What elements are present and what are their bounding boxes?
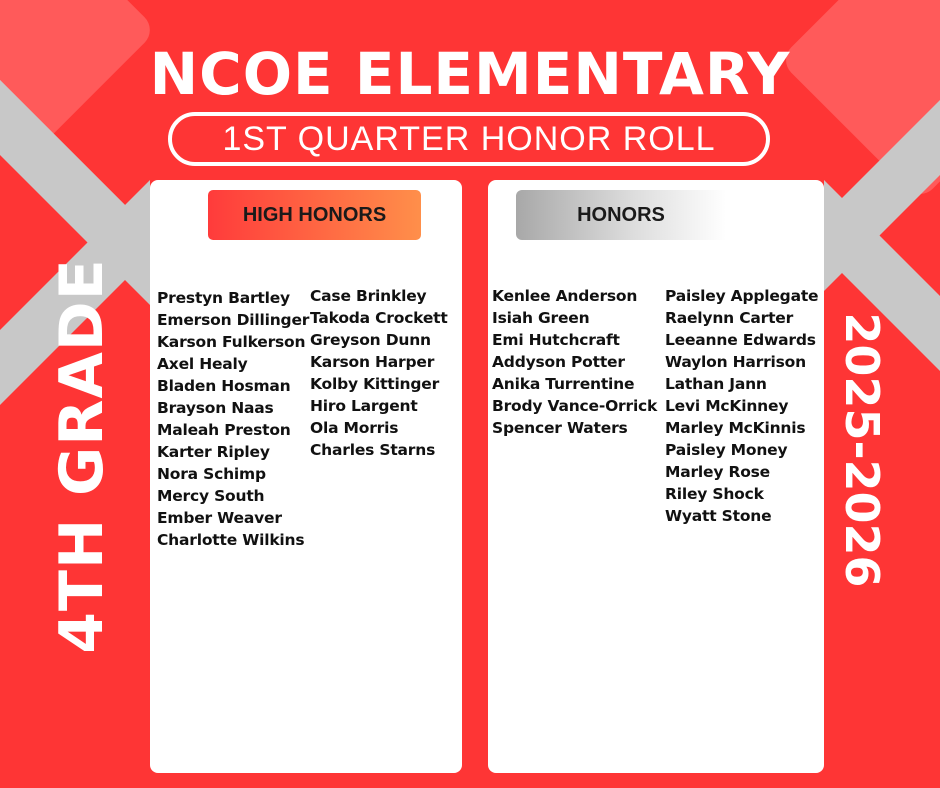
student-name: Paisley Money bbox=[665, 441, 788, 459]
grade-label: 4TH GRADE bbox=[47, 258, 117, 654]
student-name: Brayson Naas bbox=[157, 399, 274, 417]
student-name: Emi Hutchcraft bbox=[492, 331, 620, 349]
high-honors-list-col1 bbox=[157, 287, 309, 551]
honor-roll-subtitle: 1ST QUARTER HONOR ROLL bbox=[168, 112, 770, 166]
student-name: Raelynn Carter bbox=[665, 309, 794, 327]
school-year-label: 2025-2026 bbox=[835, 312, 889, 588]
student-name: Karson Fulkerson bbox=[157, 333, 306, 351]
student-name: Hiro Largent bbox=[310, 397, 418, 415]
high-honors-heading: HIGH HONORS bbox=[208, 190, 421, 240]
student-name: Greyson Dunn bbox=[310, 331, 431, 349]
student-name: Ola Morris bbox=[310, 419, 399, 437]
student-name: Mercy South bbox=[157, 487, 265, 505]
high-honors-list-col2 bbox=[310, 285, 448, 461]
honors-list-col1 bbox=[492, 285, 657, 439]
student-name: Ember Weaver bbox=[157, 509, 282, 527]
student-name: Leeanne Edwards bbox=[665, 331, 816, 349]
student-name: Charlotte Wilkins bbox=[157, 531, 305, 549]
honors-card bbox=[488, 180, 824, 773]
high-honors-card bbox=[150, 180, 462, 773]
student-name: Kolby Kittinger bbox=[310, 375, 440, 393]
student-name: Case Brinkley bbox=[310, 287, 427, 305]
student-name: Brody Vance-Orrick bbox=[492, 397, 658, 415]
student-name: Marley Rose bbox=[665, 463, 770, 481]
student-name: Charles Starns bbox=[310, 441, 436, 459]
student-name: Isiah Green bbox=[492, 309, 590, 327]
student-name: Takoda Crockett bbox=[310, 309, 448, 327]
student-name: Maleah Preston bbox=[157, 421, 291, 439]
student-name: Karter Ripley bbox=[157, 443, 270, 461]
student-name: Axel Healy bbox=[157, 355, 248, 373]
student-name: Wyatt Stone bbox=[665, 507, 772, 525]
student-name: Bladen Hosman bbox=[157, 377, 291, 395]
student-name: Nora Schimp bbox=[157, 465, 266, 483]
student-name: Levi McKinney bbox=[665, 397, 789, 415]
student-name: Marley McKinnis bbox=[665, 419, 806, 437]
student-name: Prestyn Bartley bbox=[157, 289, 290, 307]
student-name: Addyson Potter bbox=[492, 353, 625, 371]
student-name: Kenlee Anderson bbox=[492, 287, 638, 305]
school-title: NCOE ELEMENTARY bbox=[149, 40, 791, 108]
student-name: Karson Harper bbox=[310, 353, 435, 371]
student-name: Waylon Harrison bbox=[665, 353, 806, 371]
student-name: Paisley Applegate bbox=[665, 287, 819, 305]
student-name: Emerson Dillinger bbox=[157, 311, 310, 329]
student-name: Lathan Jann bbox=[665, 375, 767, 393]
student-name: Spencer Waters bbox=[492, 419, 628, 437]
honors-list-col2 bbox=[665, 285, 818, 527]
student-name: Riley Shock bbox=[665, 485, 764, 503]
student-name: Anika Turrentine bbox=[492, 375, 635, 393]
honors-heading: HONORS bbox=[516, 190, 726, 240]
